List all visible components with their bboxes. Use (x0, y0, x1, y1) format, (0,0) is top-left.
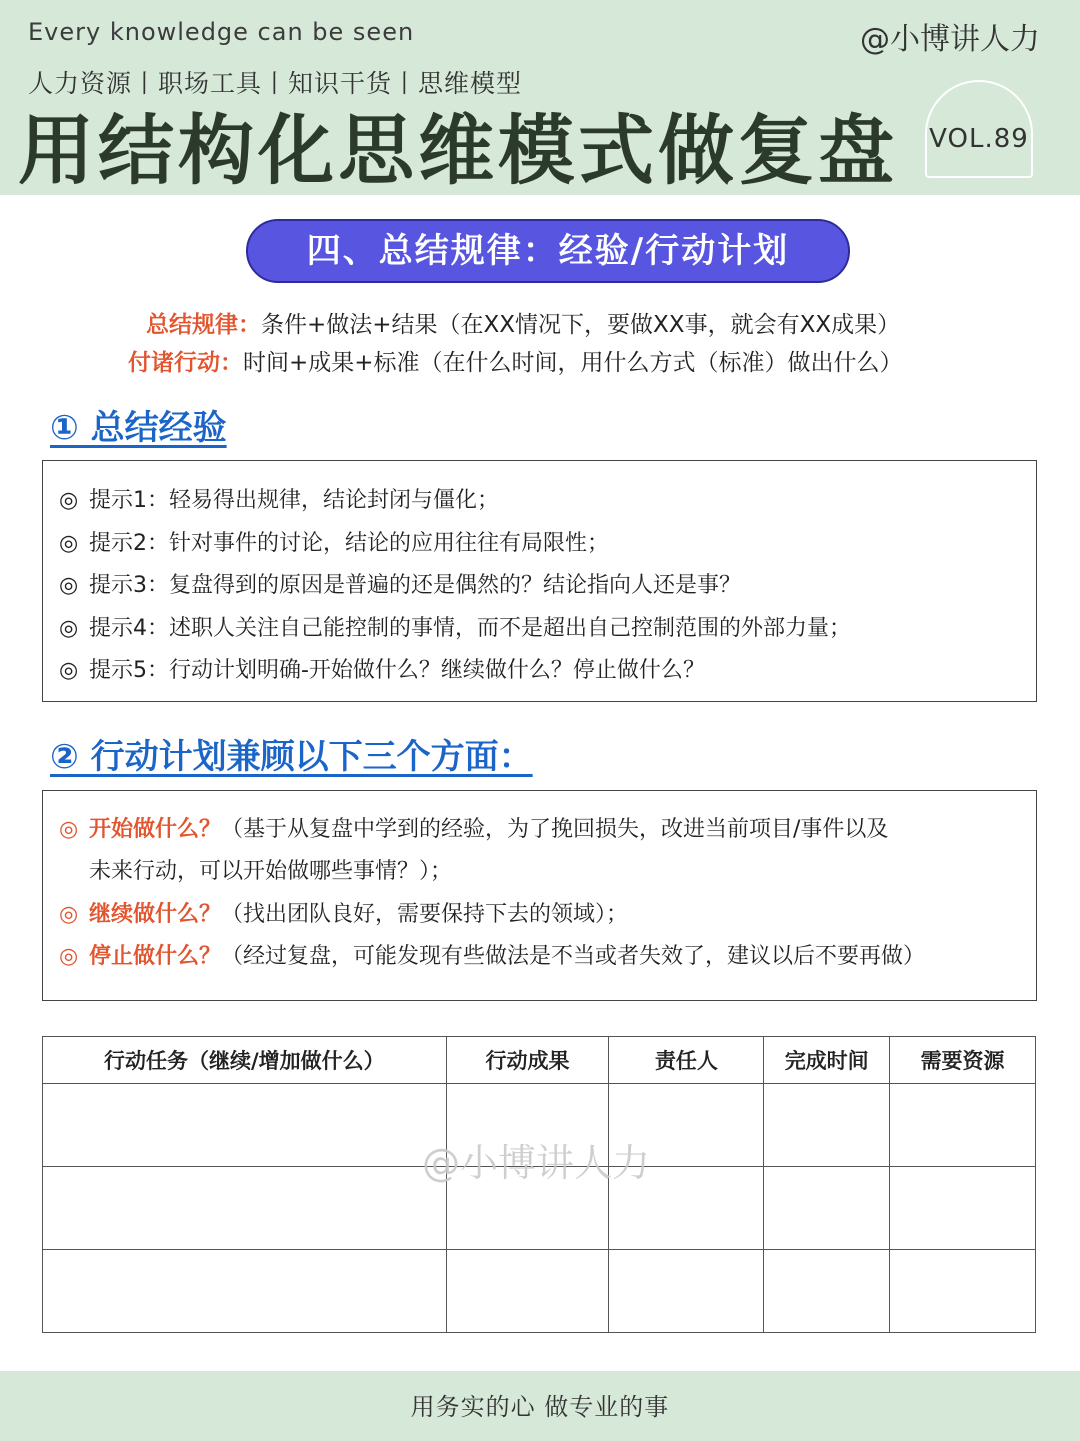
volume-label: VOL.89 (929, 124, 1029, 154)
plan-item-start: ◎ 开始做什么？（基于从复盘中学到的经验，为了挽回损失，改进当前项目/事件以及 (59, 817, 889, 842)
page-title: 用结构化思维模式做复盘 (18, 106, 898, 195)
section1-title: ① 总结经验 (50, 408, 227, 448)
bullet-icon: ◎ (59, 658, 79, 683)
rule-action-label: 付诸行动： (128, 350, 243, 376)
table-cell[interactable] (890, 1250, 1036, 1333)
header-band (0, 0, 1080, 195)
table-cell[interactable] (43, 1084, 447, 1167)
bullet-icon: ◎ (59, 817, 79, 842)
table-cell[interactable] (609, 1250, 764, 1333)
plan-item-continue: ◎ 继续做什么？（找出团队良好，需要保持下去的领域）； (59, 902, 629, 927)
plan-box (42, 790, 1037, 1001)
plan-item-start-cont: 未来行动，可以开始做哪些事情？）； (89, 859, 453, 884)
tagline: Every knowledge can be seen (28, 18, 415, 46)
footer-slogan: 用务实的心 做专业的事 (410, 1393, 670, 1421)
section-banner: 四、总结规律：经验/行动计划 (246, 219, 850, 283)
table-row (43, 1250, 1036, 1333)
rule-action (128, 344, 903, 377)
bullet-icon: ◎ (59, 944, 79, 969)
bullet-icon: ◎ (59, 573, 79, 598)
footer-band (0, 1371, 1080, 1441)
table-cell[interactable] (43, 1167, 447, 1250)
rule-summary (146, 306, 900, 339)
bullet-icon: ◎ (59, 616, 79, 641)
table-cell[interactable] (890, 1167, 1036, 1250)
col-header-owner: 责任人 (609, 1037, 764, 1084)
col-header-result: 行动成果 (446, 1037, 609, 1084)
rule-action-text: 时间+成果+标准（在什么时间，用什么方式（标准）做出什么） (243, 350, 903, 376)
tip-item: ◎ 提示5：行动计划明确-开始做什么？继续做什么？停止做什么？ (59, 658, 705, 683)
tip-item: ◎ 提示4：述职人关注自己能控制的事情，而不是超出自己控制范围的外部力量； (59, 616, 851, 641)
tip-item: ◎ 提示1：轻易得出规律，结论封闭与僵化； (59, 488, 499, 513)
plan-item-stop: ◎ 停止做什么？（经过复盘，可能发现有些做法是不当或者失效了，建议以后不要再做） (59, 944, 926, 969)
tips-box (42, 460, 1037, 702)
table-cell[interactable] (43, 1250, 447, 1333)
watermark: @小博讲人力 (422, 1141, 651, 1185)
table-header-row (43, 1037, 1036, 1084)
col-header-deadline: 完成时间 (764, 1037, 890, 1084)
category-line: 人力资源丨职场工具丨知识干货丨思维模型 (28, 69, 523, 98)
rule-summary-text: 条件+做法+结果（在XX情况下，要做XX事，就会有XX成果） (261, 312, 901, 338)
rule-summary-label: 总结规律： (146, 312, 261, 338)
table-cell[interactable] (446, 1250, 609, 1333)
col-header-task: 行动任务（继续/增加做什么） (43, 1037, 447, 1084)
author-handle: @小博讲人力 (860, 22, 1040, 57)
bullet-icon: ◎ (59, 531, 79, 556)
col-header-resources: 需要资源 (890, 1037, 1036, 1084)
table-cell[interactable] (764, 1084, 890, 1167)
table-cell[interactable] (890, 1084, 1036, 1167)
bullet-icon: ◎ (59, 902, 79, 927)
section2-title: ② 行动计划兼顾以下三个方面： (50, 737, 533, 777)
bullet-icon: ◎ (59, 488, 79, 513)
tip-item: ◎ 提示2：针对事件的讨论，结论的应用往往有局限性； (59, 531, 609, 556)
table-cell[interactable] (764, 1250, 890, 1333)
table-cell[interactable] (764, 1167, 890, 1250)
volume-badge (925, 80, 1033, 178)
tip-item: ◎ 提示3：复盘得到的原因是普遍的还是偶然的？结论指向人还是事？ (59, 573, 741, 598)
